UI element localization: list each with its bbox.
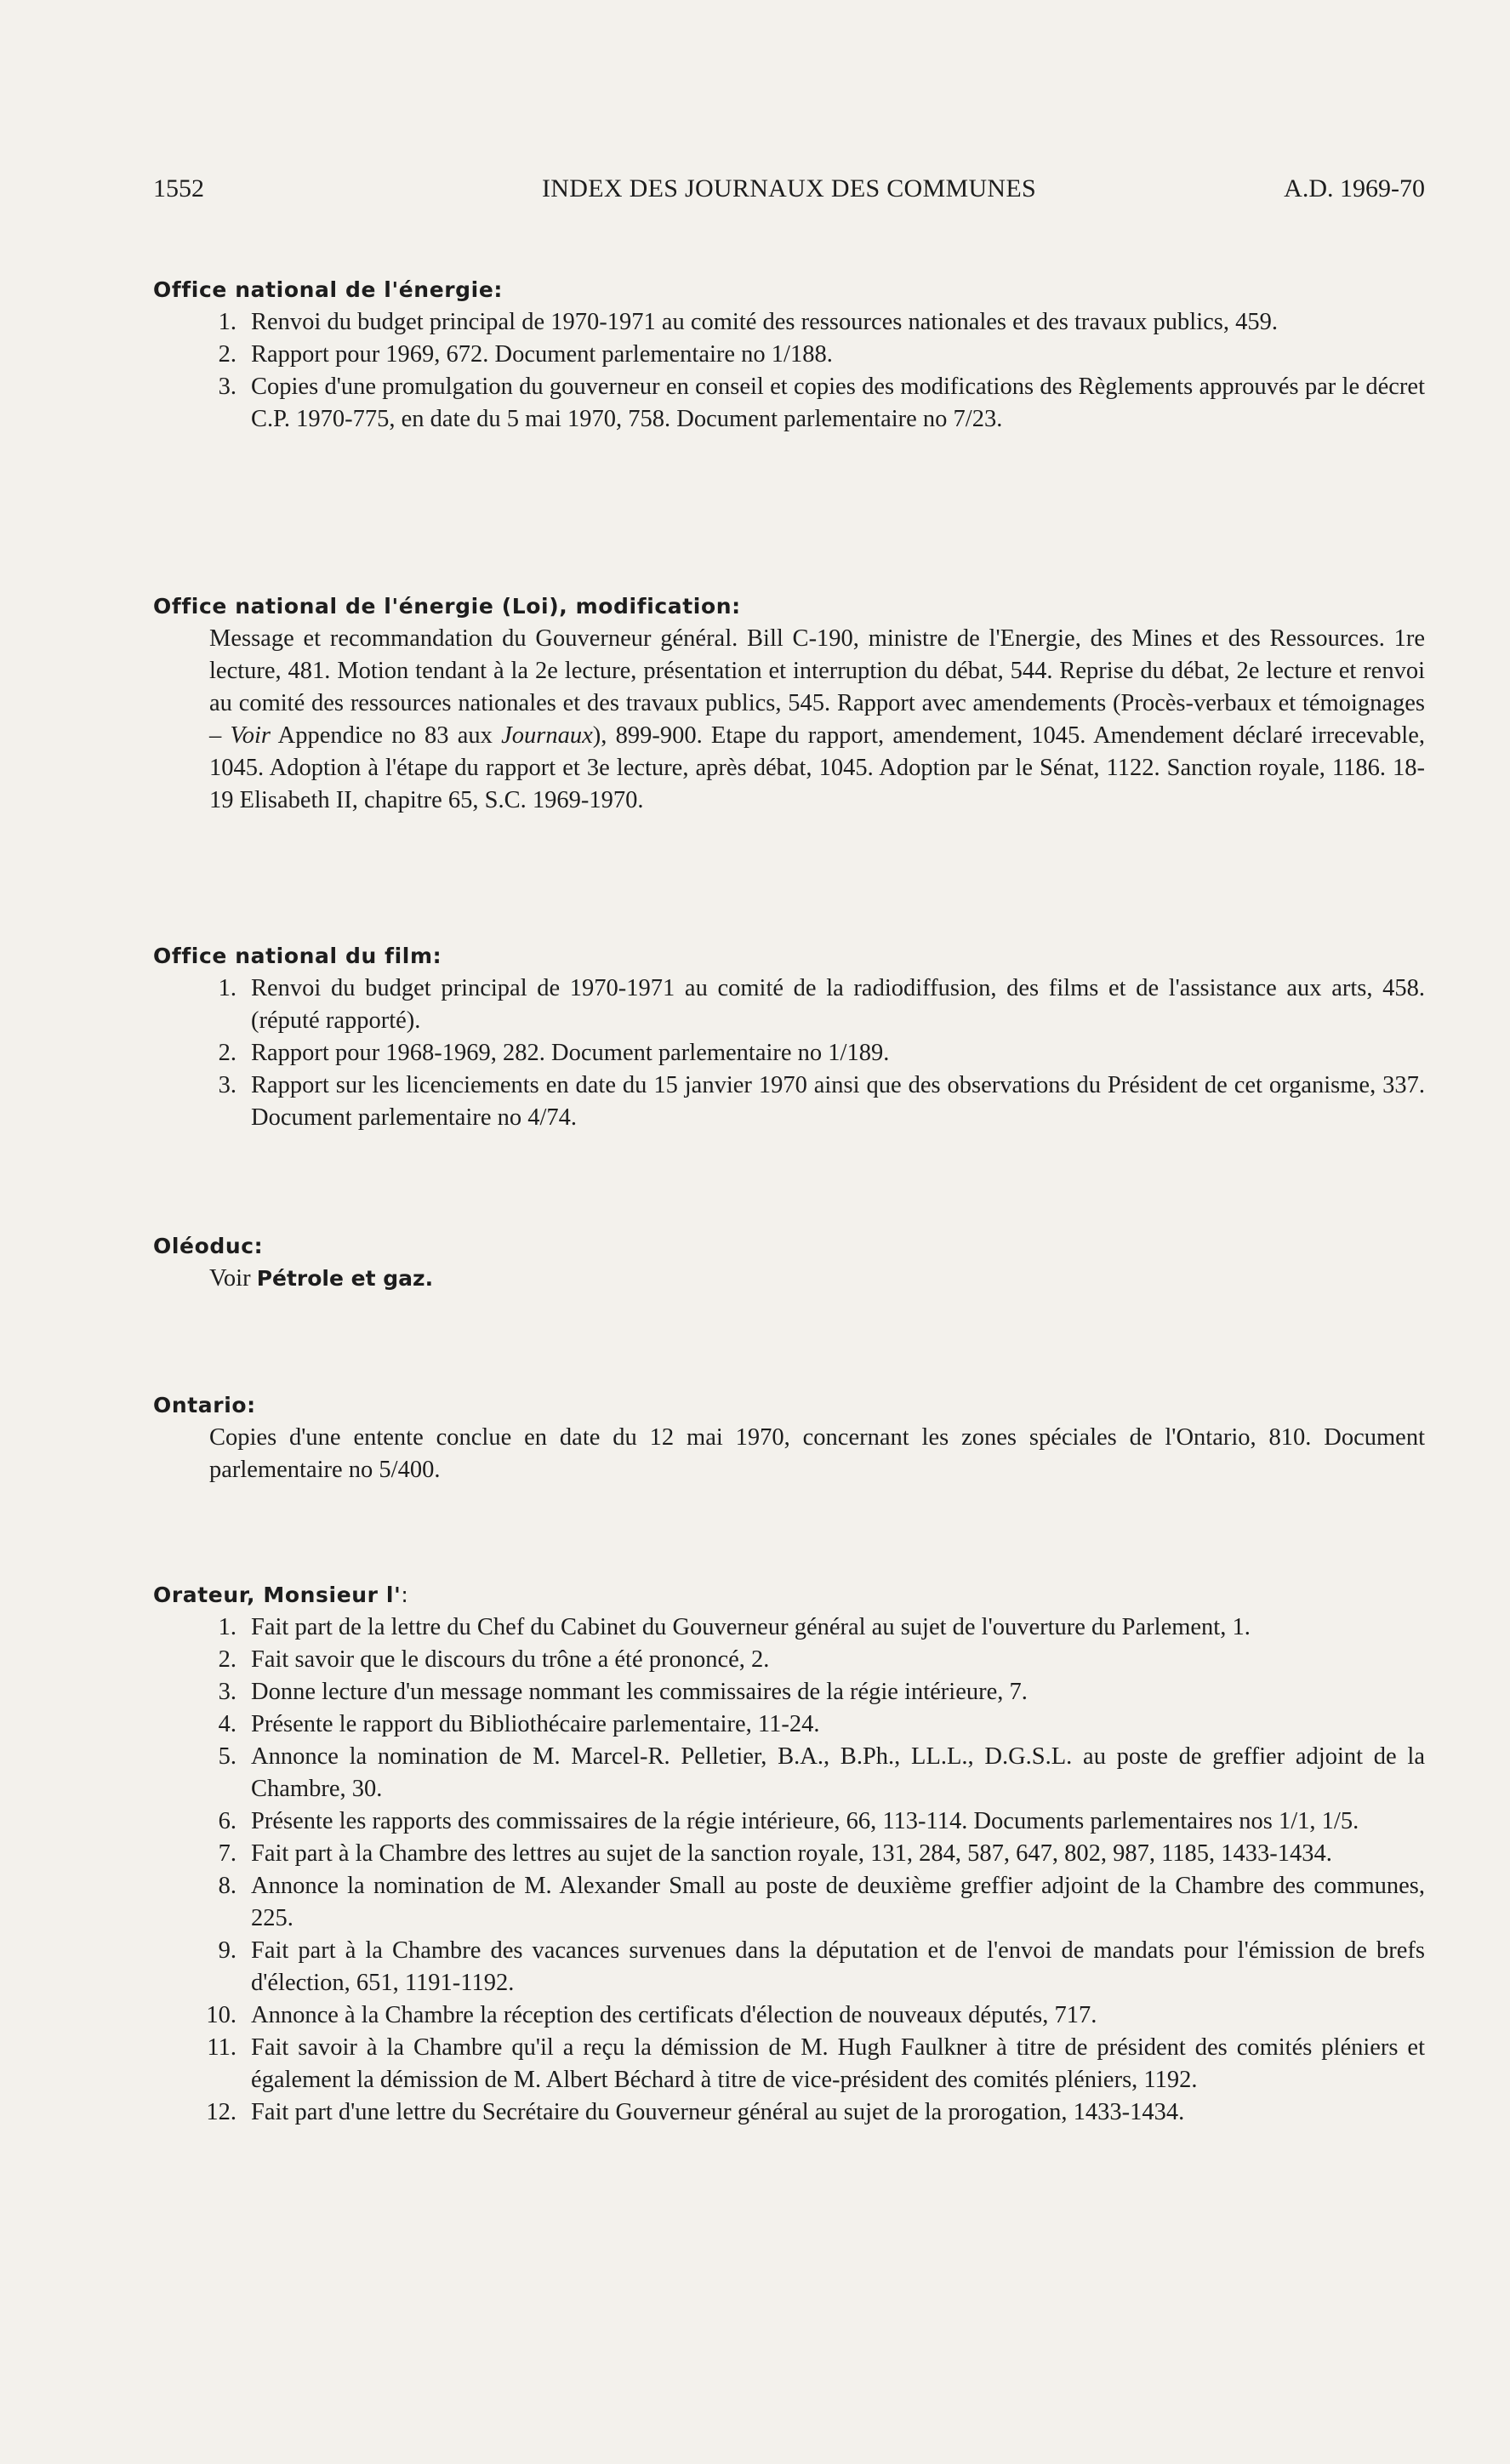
- cross-reference: Voir Pétrole et gaz.: [209, 1265, 434, 1292]
- section-heading: Orateur, Monsieur l':: [153, 1583, 409, 1607]
- list-item: 11. Fait savoir à la Chambre qu'il a reçu la démission de M. Hugh Faulkner à titre de président des comités pléniers et également la démission de M. Albert Béchard à titre de vice-président des comités pléniers, 1192.: [207, 2034, 1425, 2093]
- section-heading: Office national de l'énergie (Loi), modification:: [153, 594, 741, 619]
- index-paragraph: Message et recommandation du Gouverneur général. Bill C-190, ministre de l'Energie, des Mines et des Ressources. 1re lecture, 481. Motion tendant à la 2e lecture, présentation et interruption du débat, 544. Reprise du débat, 2e lecture et renvoi au comité des ressources nationales et des travaux publics, 545. Rapport avec amendements (Procès-verbaux et témoignages – Voir Appendice no 83 aux Journaux), 899-900. Etape du rapport, amendement, 1045. Amendement déclaré irrecevable, 1045. Adoption à l'étape du rapport et 3e lecture, après débat, 1045. Adoption par le Sénat, 1122. Sanction royale, 1186. 18-19 Elisabeth II, chapitre 65, S.C. 1969-1970.: [209, 625, 1425, 813]
- page-header: [153, 170, 1425, 208]
- list-item: 2. Fait savoir que le discours du trône a été prononcé, 2.: [218, 1646, 770, 1673]
- list-item: 1. Renvoi du budget principal de 1970-1971 au comité des ressources nationales et des travaux publics, 459.: [218, 309, 1278, 335]
- section-office-energie-loi: [153, 590, 1425, 817]
- list-item: 2. Rapport pour 1969, 672. Document parlementaire no 1/188.: [218, 341, 833, 368]
- list-item: 1. Fait part de la lettre du Chef du Cabinet du Gouverneur général au sujet de l'ouverture du Parlement, 1.: [218, 1614, 1251, 1640]
- list-item: 3. Copies d'une promulgation du gouverneur en conseil et copies des modifications des Règlements approuvés par le décret C.P. 1970-775, en date du 5 mai 1970, 758. Document parlementaire no 7/23.: [218, 374, 1425, 432]
- list-item: 12. Fait part d'une lettre du Secrétaire du Gouverneur général au sujet de la prorogation, 1433-1434.: [206, 2099, 1185, 2125]
- list-item: 10. Annonce à la Chambre la réception des certificats d'élection de nouveaux députés, 717.: [206, 2002, 1097, 2028]
- section-heading: Office national de l'énergie:: [153, 277, 503, 302]
- cross-reference-target: Pétrole et gaz.: [256, 1266, 434, 1291]
- section-office-film: [153, 940, 1425, 1134]
- list-item: 3. Rapport sur les licenciements en date du 15 janvier 1970 ainsi que des observations du Président de cet organisme, 337. Document parlementaire no 4/74.: [218, 1072, 1425, 1131]
- section-orateur: [153, 1579, 1425, 2129]
- section-heading: Office national du film:: [153, 944, 442, 968]
- running-title: INDEX DES JOURNAUX DES COMMUNES: [542, 174, 1036, 202]
- page-number: 1552: [153, 174, 204, 202]
- list-item: 6. Présente les rapports des commissaires de la régie intérieure, 66, 113-114. Documents parlementaires nos 1/1, 1/5.: [218, 1808, 1359, 1834]
- list-item: 4. Présente le rapport du Bibliothécaire parlementaire, 11-24.: [218, 1711, 820, 1737]
- list-item: 5. Annonce la nomination de M. Marcel-R. Pelletier, B.A., B.Ph., LL.L., D.G.S.L. au poste de greffier adjoint de la Chambre, 30.: [218, 1743, 1425, 1802]
- section-heading: Ontario:: [153, 1393, 256, 1417]
- list-item: 7. Fait part à la Chambre des lettres au sujet de la sanction royale, 131, 284, 587, 647, 802, 987, 1185, 1433-1434.: [218, 1840, 1332, 1867]
- list-item: 9. Fait part à la Chambre des vacances survenues dans la députation et de l'envoi de mandats pour l'émission de brefs d'élection, 651, 1191-1192.: [218, 1937, 1425, 1996]
- year-label: A.D. 1969-70: [1284, 174, 1425, 202]
- list-item: 1. Renvoi du budget principal de 1970-1971 au comité de la radiodiffusion, des films et de l'assistance aux arts, 458. (réputé rapporté).: [218, 975, 1425, 1034]
- section-heading: Oléoduc:: [153, 1234, 264, 1258]
- list-item: 3. Donne lecture d'un message nommant les commissaires de la régie intérieure, 7.: [218, 1679, 1028, 1705]
- section-oleoduc: [153, 1230, 1425, 1295]
- list-item: 2. Rapport pour 1968-1969, 282. Document parlementaire no 1/189.: [218, 1040, 890, 1066]
- section-office-energie: [153, 274, 1425, 436]
- index-paragraph: Copies d'une entente conclue en date du 12 mai 1970, concernant les zones spéciales de l'Ontario, 810. Document parlementaire no 5/400.: [209, 1424, 1425, 1483]
- list-item: 8. Annonce la nomination de M. Alexander Small au poste de deuxième greffier adjoint de la Chambre des communes, 225.: [218, 1873, 1425, 1931]
- section-ontario: [153, 1389, 1425, 1486]
